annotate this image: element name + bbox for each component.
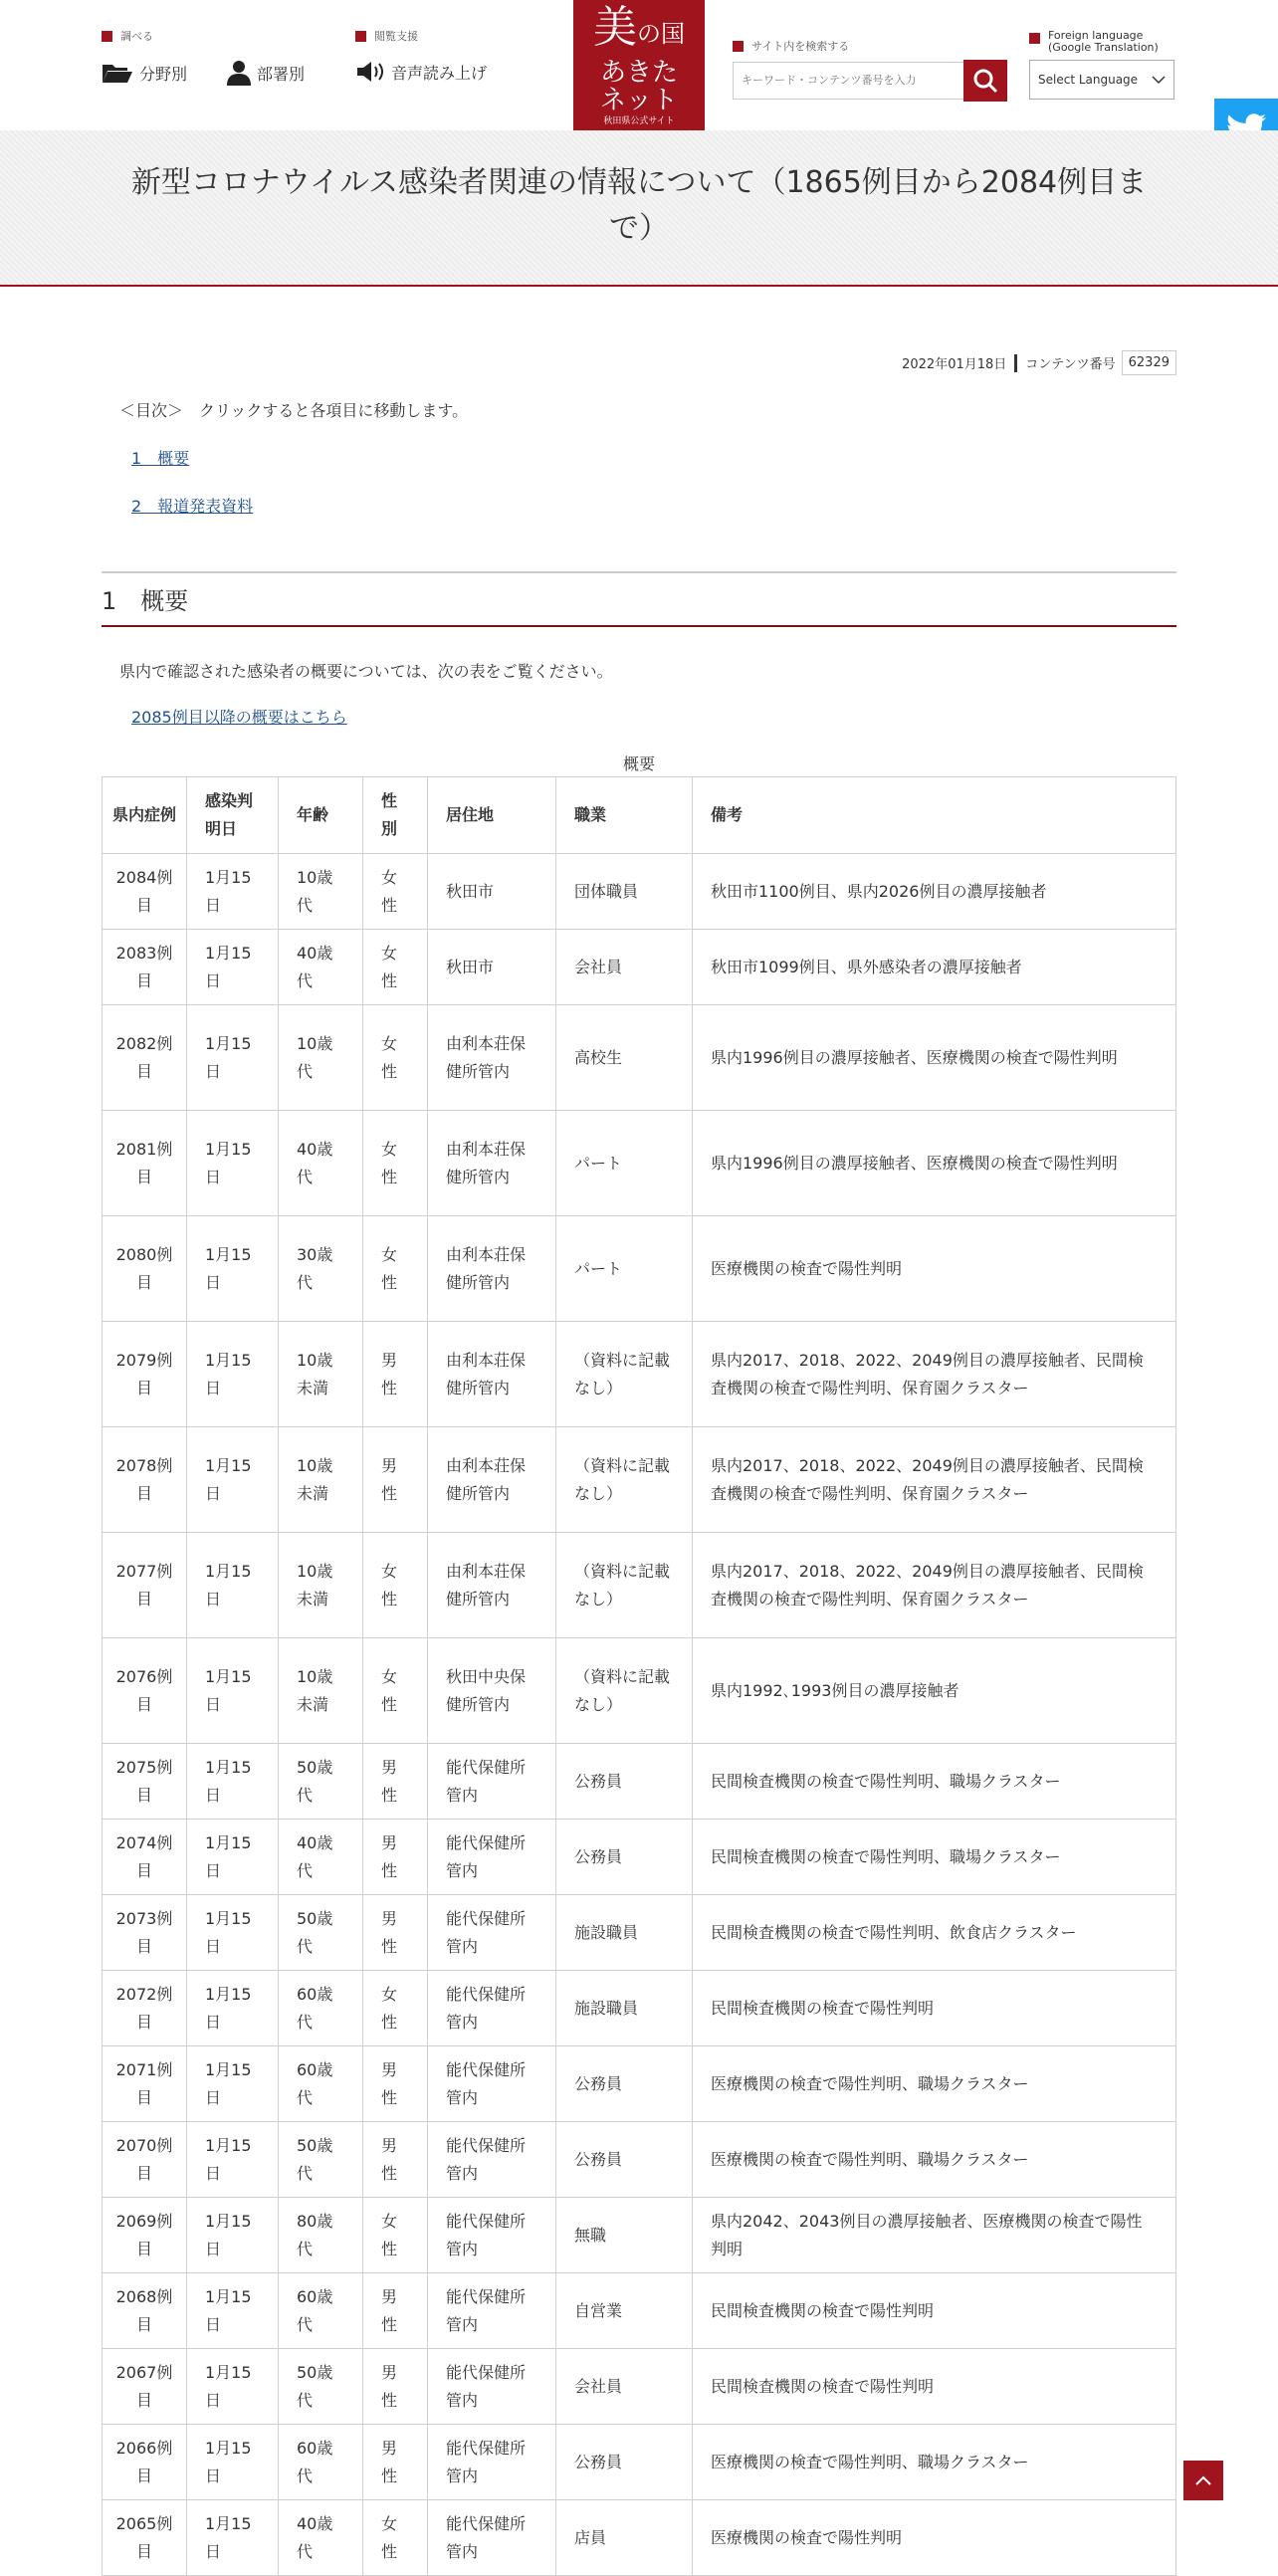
table-row [103,2122,1176,2198]
table-cell: 男性 [363,2273,428,2349]
table-cell: 由利本荘保健所管内 [428,1427,556,1533]
search-button[interactable] [963,60,1007,102]
read-aloud-link[interactable] [355,60,487,84]
table-cell: 能代保健所管内 [428,2198,556,2273]
table-cell: 女性 [363,2198,428,2273]
table-cell: 2066例目 [103,2425,187,2500]
content-number: 62329 [1122,350,1176,375]
table-cell: 10歳未満 [279,1533,363,1638]
table-cell: 施設職員 [556,1895,693,1971]
table-row [103,1895,1176,1971]
table-cell: 2072例目 [103,1971,187,2046]
table-cell: 民間検査機関の検査で陽性判明、職場クラスター [693,1820,1176,1895]
tools-support-label: 閲覧支援 [374,30,418,43]
table-cell: 60歳代 [279,2273,363,2349]
square-icon [102,31,112,42]
cases-table-head [103,777,1176,854]
table-cell: 女性 [363,854,428,930]
table-cell: 女性 [363,1971,428,2046]
table-cell: 公務員 [556,1820,693,1895]
table-cell: 会社員 [556,2349,693,2425]
table-cell: 秋田市 [428,930,556,1005]
table-cell: 10歳代 [279,1005,363,1111]
table-cell: 60歳代 [279,2046,363,2122]
table-cell: 民間検査機関の検査で陽性判明 [693,2349,1176,2425]
table-cell: 40歳代 [279,1111,363,1216]
table-cell: 男性 [363,1322,428,1427]
table-cell: 1月15日 [187,1005,279,1111]
table-cell: 自営業 [556,2273,693,2349]
table-cell: 50歳代 [279,1895,363,1971]
table-cell: 男性 [363,1744,428,1820]
table-row [103,2500,1176,2576]
table-cell: 2070例目 [103,2122,187,2198]
table-cell: 80歳代 [279,2198,363,2273]
table-cell: 2076例目 [103,1638,187,1744]
table-cell: 秋田中央保健所管内 [428,1638,556,1744]
col-header-date: 感染判明日 [187,777,279,854]
table-cell: 10歳代 [279,854,363,930]
table-cell: 1月15日 [187,2425,279,2500]
table-cell: 能代保健所管内 [428,2425,556,2500]
table-cell: 男性 [363,1820,428,1895]
search-label: サイト内を検索する [751,40,850,53]
table-cell: 能代保健所管内 [428,2349,556,2425]
table-cell: 男性 [363,1427,428,1533]
site-header [0,0,1278,130]
table-cell: 2077例目 [103,1533,187,1638]
table-cell: 1月15日 [187,1427,279,1533]
square-icon [1029,33,1040,44]
content-number-label: コンテンツ番号 [1025,357,1116,372]
table-cell: 医療機関の検査で陽性判明、職場クラスター [693,2425,1176,2500]
table-cell: 2080例目 [103,1216,187,1322]
table-cell: 2082例目 [103,1005,187,1111]
col-header-case: 県内症例 [103,777,187,854]
toc-link-press[interactable]: 2 報道発表資料 [131,497,254,516]
col-header-occupation: 職業 [556,777,693,854]
table-cell: 10歳未満 [279,1322,363,1427]
table-cell: 民間検査機関の検査で陽性判明、飲食店クラスター [693,1895,1176,1971]
table-cell: 高校生 [556,1005,693,1111]
table-cell: 能代保健所管内 [428,1820,556,1895]
table-cell: 能代保健所管内 [428,2273,556,2349]
chevron-down-icon [1152,75,1166,85]
table-cell: 県内2017、2018、2022、2049例目の濃厚接触者、民間検査機関の検査で陽性判明、保育園クラスター [693,1427,1176,1533]
table-cell: 医療機関の検査で陽性判明、職場クラスター [693,2046,1176,2122]
table-row [103,1820,1176,1895]
table-cell: 40歳代 [279,930,363,1005]
table-cell: 由利本荘保健所管内 [428,1533,556,1638]
table-cell: 1月15日 [187,2273,279,2349]
table-row [103,1005,1176,1111]
table-cell: 施設職員 [556,1971,693,2046]
table-cell: 能代保健所管内 [428,1744,556,1820]
table-cell: 男性 [363,2046,428,2122]
table-cell: 県内2042、2043例目の濃厚接触者、医療機関の検査で陽性判明 [693,2198,1176,2273]
cases-table-body [103,854,1176,2576]
search-icon [972,68,998,94]
table-cell: 能代保健所管内 [428,1895,556,1971]
table-cell: 1月15日 [187,1533,279,1638]
table-row [103,2425,1176,2500]
col-header-notes: 備考 [693,777,1176,854]
table-cell: 1月15日 [187,2122,279,2198]
table-cell: 1月15日 [187,1744,279,1820]
language-heading [1029,30,1174,54]
table-cell: 2078例目 [103,1427,187,1533]
table-cell: 40歳代 [279,1820,363,1895]
toc-intro: ＜目次＞ クリックすると各項目に移動します。 [119,401,469,420]
language-select-value: Select Language [1038,73,1139,87]
table-row [103,2198,1176,2273]
table-cell: 30歳代 [279,1216,363,1322]
table-cell: 1月15日 [187,2349,279,2425]
site-search [733,38,1007,102]
page-meta [902,350,1176,375]
table-cell: 由利本荘保健所管内 [428,1322,556,1427]
back-to-top-button[interactable] [1183,2461,1223,2500]
table-cell: 女性 [363,1638,428,1744]
table-cell: 1月15日 [187,1322,279,1427]
tools-search-label: 調べる [120,30,153,43]
table-cell: 女性 [363,1005,428,1111]
table-cell: 医療機関の検査で陽性判明 [693,1216,1176,1322]
search-heading [733,38,1007,54]
table-cell: 2079例目 [103,1322,187,1427]
update-date: 2022年01月18日 [902,357,1007,372]
toc-link-overview[interactable]: 1 概要 [131,449,190,468]
table-cell: 秋田市1100例目、県内2026例目の濃厚接触者 [693,854,1176,930]
table-cell: 2067例目 [103,2349,187,2425]
table-cell: 県内2017、2018、2022、2049例目の濃厚接触者、民間検査機関の検査で陽性判明、保育園クラスター [693,1533,1176,1638]
folder-icon [102,62,133,84]
table-cell: 男性 [363,2425,428,2500]
table-cell: パート [556,1216,693,1322]
table-cell: 1月15日 [187,1111,279,1216]
table-cell: 県内1996例目の濃厚接触者、医療機関の検査で陽性判明 [693,1005,1176,1111]
table-row [103,1427,1176,1533]
table-cell: 県内1992､1993例目の濃厚接触者 [693,1638,1176,1744]
table-cell: 2075例目 [103,1744,187,1820]
table-cell: （資料に記載なし） [556,1427,693,1533]
table-cell: 60歳代 [279,2425,363,2500]
table-cell: 1月15日 [187,2046,279,2122]
table-cell: （資料に記載なし） [556,1638,693,1744]
table-cell: 医療機関の検査で陽性判明 [693,2500,1176,2576]
by-department-link[interactable] [227,60,305,86]
table-cell: 無職 [556,2198,693,2273]
table-caption: 概要 [622,754,655,773]
table-cell: 医療機関の検査で陽性判明、職場クラスター [693,2122,1176,2198]
by-field-label: 分野別 [139,64,188,84]
section-heading: 1 概要 [102,571,1176,627]
logo-line2: あきた [599,58,678,88]
table-cell: （資料に記載なし） [556,1533,693,1638]
table-row [103,1322,1176,1427]
table-row [103,1971,1176,2046]
cases-table [102,776,1176,2576]
table-cell: 50歳代 [279,2122,363,2198]
table-cell: 公務員 [556,2425,693,2500]
table-cell: 50歳代 [279,1744,363,1820]
meta-divider [1014,354,1017,372]
table-cell: 能代保健所管内 [428,2500,556,2576]
table-row [103,930,1176,1005]
table-row [103,1533,1176,1638]
table-cell: 1月15日 [187,1895,279,1971]
logo-line3: ネット [599,86,678,115]
col-header-age: 年齢 [279,777,363,854]
table-cell: 1月15日 [187,1971,279,2046]
table-cell: 民間検査機関の検査で陽性判明、職場クラスター [693,1744,1176,1820]
table-cell: 60歳代 [279,1971,363,2046]
table-cell: 能代保健所管内 [428,1971,556,2046]
table-row [103,1744,1176,1820]
search-input[interactable] [733,62,963,100]
table-cell: 県内2017、2018、2022、2049例目の濃厚接触者、民間検査機関の検査で陽性判明、保育園クラスター [693,1322,1176,1427]
table-cell: 2083例目 [103,930,187,1005]
table-row [103,2273,1176,2349]
table-cell: 男性 [363,2122,428,2198]
table-cell: 1月15日 [187,2500,279,2576]
table-row [103,1216,1176,1322]
table-cell: 秋田市1099例目、県外感染者の濃厚接触者 [693,930,1176,1005]
table-cell: 県内1996例目の濃厚接触者、医療機関の検査で陽性判明 [693,1111,1176,1216]
table-row [103,2349,1176,2425]
logo-line1: 美 [593,2,637,53]
table-cell: 2081例目 [103,1111,187,1216]
language-sublabel: (Google Translation) [1048,41,1159,54]
square-icon [355,31,366,42]
table-cell: 女性 [363,1216,428,1322]
language-area [1029,30,1174,100]
table-cell: パート [556,1111,693,1216]
language-select[interactable] [1029,60,1174,100]
table-row [103,1638,1176,1744]
table-cell: 会社員 [556,930,693,1005]
col-header-sex: 性別 [363,777,428,854]
tools-support-heading [355,28,487,44]
table-cell: 女性 [363,1111,428,1216]
table-cell: 民間検査機関の検査で陽性判明 [693,1971,1176,2046]
table-cell: 2073例目 [103,1895,187,1971]
page-title: 新型コロナウイルス感染者関連の情報について（1865例目から2084例目まで） [130,165,1148,246]
table-cell: 店員 [556,2500,693,2576]
table-cell: 公務員 [556,1744,693,1820]
table-cell: 秋田市 [428,854,556,930]
table-cell: 1月15日 [187,1820,279,1895]
table-cell: 1月15日 [187,930,279,1005]
table-cell: 男性 [363,2349,428,2425]
table-cell: 女性 [363,930,428,1005]
table-cell: 10歳未満 [279,1638,363,1744]
table-cell: 10歳未満 [279,1427,363,1533]
chevron-up-icon [1194,2474,1212,2486]
site-logo[interactable] [573,0,705,130]
square-icon [733,41,744,52]
tools-search-group [102,28,305,86]
table-row [103,1111,1176,1216]
language-label: Foreign language [1048,29,1144,42]
table-cell: 能代保健所管内 [428,2046,556,2122]
table-cell: 由利本荘保健所管内 [428,1005,556,1111]
section-text: 県内で確認された感染者の概要については、次の表をご覧ください。 [119,662,613,681]
by-field-link[interactable] [102,60,187,86]
table-cell: 女性 [363,2500,428,2576]
table-cell: 由利本荘保健所管内 [428,1216,556,1322]
tools-support-group [355,28,487,84]
table-cell: 2068例目 [103,2273,187,2349]
table-cell: （資料に記載なし） [556,1322,693,1427]
table-cell: 2074例目 [103,1820,187,1895]
table-cell: 2069例目 [103,2198,187,2273]
table-cell: 1月15日 [187,1216,279,1322]
table-cell: 団体職員 [556,854,693,930]
speaker-icon [355,60,385,84]
table-cell: 公務員 [556,2122,693,2198]
table-cell: 女性 [363,1533,428,1638]
later-cases-link[interactable]: 2085例目以降の概要はこちら [131,708,347,727]
table-cell: 40歳代 [279,2500,363,2576]
table-cell: 民間検査機関の検査で陽性判明 [693,2273,1176,2349]
table-cell: 男性 [363,1895,428,1971]
table-cell: 1月15日 [187,1638,279,1744]
table-row [103,854,1176,930]
person-icon [227,60,251,86]
table-cell: 50歳代 [279,2349,363,2425]
table-cell: 1月15日 [187,854,279,930]
read-aloud-label: 音声読み上げ [391,63,488,83]
page-title-band [0,130,1278,287]
table-cell: 能代保健所管内 [428,2122,556,2198]
table-cell: 1月15日 [187,2198,279,2273]
table-cell: 由利本荘保健所管内 [428,1111,556,1216]
table-cell: 2071例目 [103,2046,187,2122]
tools-search-heading [102,28,305,44]
table-header-row [103,777,1176,854]
logo-line1b: の国 [637,20,685,48]
table-row [103,2046,1176,2122]
table-cell: 2065例目 [103,2500,187,2576]
by-department-label: 部署別 [257,64,306,84]
col-header-residence: 居住地 [428,777,556,854]
logo-tagline: 秋田県公式サイト [603,116,675,126]
table-cell: 公務員 [556,2046,693,2122]
table-cell: 2084例目 [103,854,187,930]
